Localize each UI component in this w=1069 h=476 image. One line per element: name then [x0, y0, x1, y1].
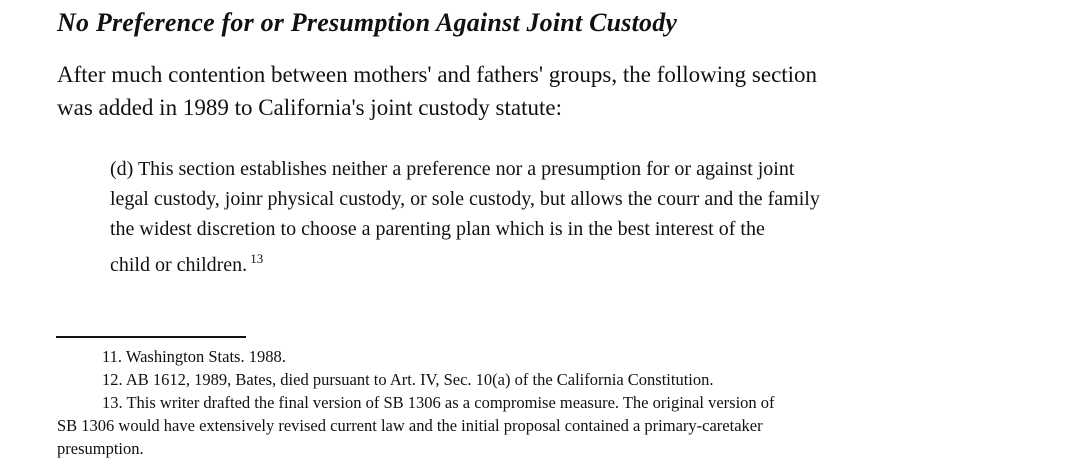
footnote-13-end: presumption. [57, 439, 144, 458]
footnote-13: 13. This writer drafted the final version of SB 1306 as a compromise measure. The original version of [102, 393, 775, 412]
intro-line: After much contention between mothers' and fathers' groups, the following section [57, 62, 818, 87]
section-heading: No Preference for or Presumption Against Joint Custody [57, 8, 678, 37]
quote-line: (d) This section establishes neither a preference nor a presumption for or against joint [110, 158, 795, 180]
quote-line: legal custody, joinr physical custody, or sole custody, but allows the courr and the family [110, 188, 820, 210]
footnote-11: 11. Washington Stats. 1988. [102, 347, 286, 366]
quote-line-last [110, 244, 820, 280]
footnote-13-continued: SB 1306 would have extensively revised current law and the initial proposal contained a primary-caretaker [57, 416, 763, 435]
footnote-divider [56, 336, 246, 338]
quote-line-text: child or children. [110, 254, 248, 276]
quote-line: the widest discretion to choose a parenting plan which is in the best interest of the [110, 218, 765, 240]
footnotes [57, 345, 775, 460]
intro-line: was added in 1989 to California's joint custody statute: [57, 95, 562, 120]
footnote-reference: 13 [250, 251, 264, 266]
footnote-12: 12. AB 1612, 1989, Bates, died pursuant to Art. IV, Sec. 10(a) of the California Constitution. [102, 370, 714, 389]
intro-paragraph [57, 58, 817, 124]
statute-quote [110, 154, 820, 280]
